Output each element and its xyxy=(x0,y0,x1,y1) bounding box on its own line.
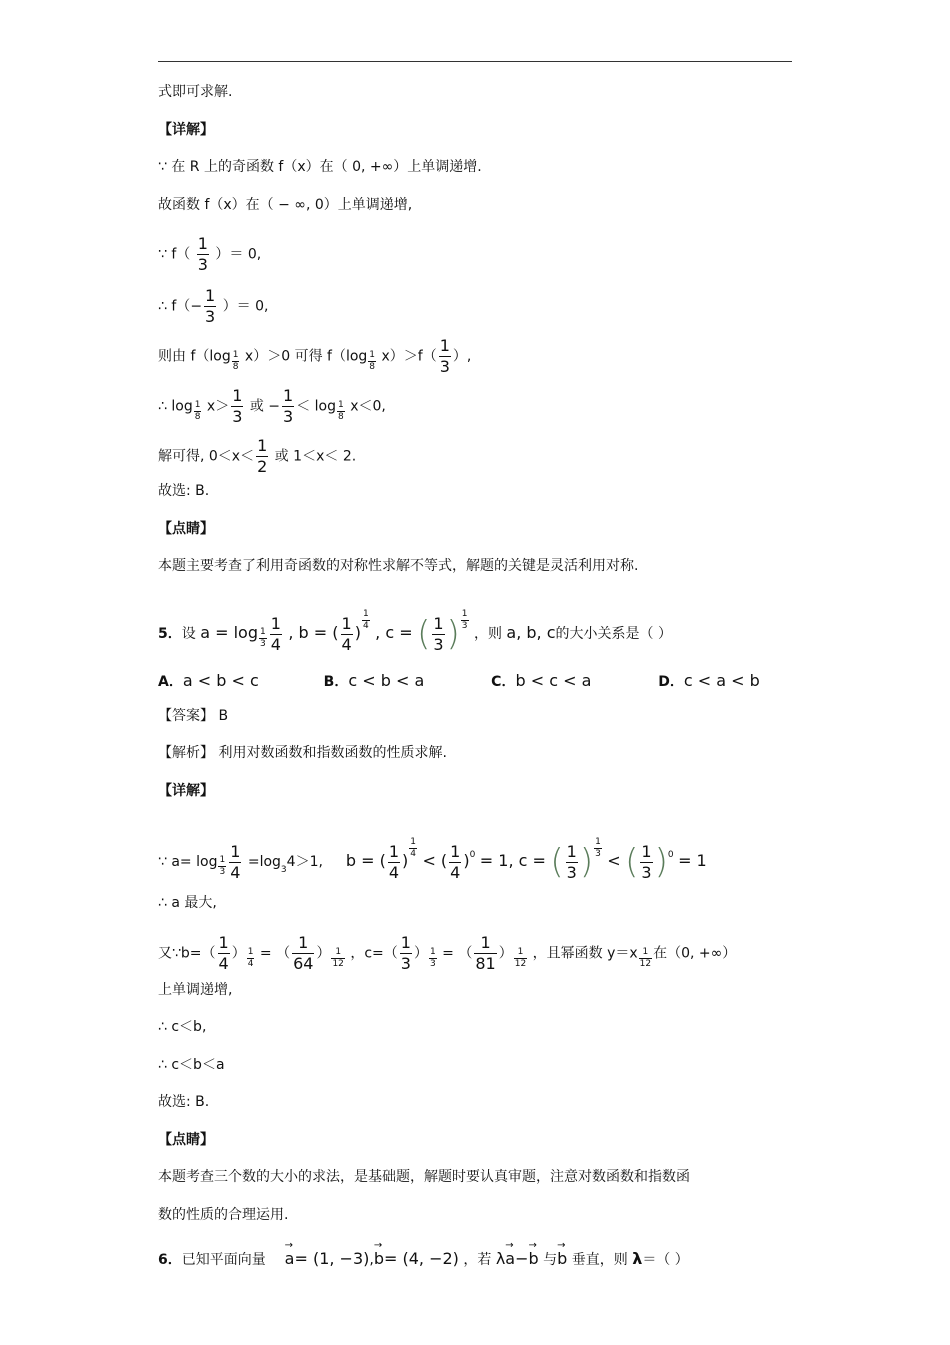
math-line: ∴ log $\frac{1}{8}$ x＞ $\frac{1}{3}$ 或 − $\frac{1}{3}$ ＜ log $\frac{1}{8}$ x＜0, xyxy=(158,386,386,426)
exponent-one-third: $\frac{1}{3}$ xyxy=(429,946,436,969)
section-heading-detail: 【详解】 xyxy=(158,783,214,799)
exponent-one-quarter: $\frac{1}{4}$ xyxy=(247,946,254,969)
answer-options: A．a < b < c B．c < b < a C．b < c < a D．c < a < b xyxy=(158,671,760,690)
vector-b: → b xyxy=(557,1249,567,1269)
exponent-one-twelfth: $\frac{1}{12}$ xyxy=(514,946,527,969)
fraction-one-sixtyfourth: $\frac{1}{64}$ xyxy=(293,933,314,973)
vector-a: → a xyxy=(285,1249,295,1269)
question-5: 5．设 a = log $\frac{1}{3}$ $\frac{1}{4}$ , b = ( $\frac{1}{4}$ ) $\frac{1}{4}$ , c = ( $\frac{1}{3}$ ) $\frac{1}{3}$ ，则 a, b, c的大小关系是（ ） xyxy=(158,609,672,654)
math-line: ∴ f（− $\frac{1}{3}$ ）＝ 0, xyxy=(158,286,269,326)
answer-line: 【答案】 B xyxy=(158,708,229,724)
text-line: 故函数 f（x）在（ − ∞, 0）上单调递增, xyxy=(158,197,413,213)
text-line: 本题考查三个数的大小的求法，是基础题，解题时要认真审题，注意对数函数和指数函 xyxy=(158,1169,690,1185)
fraction-one-eightyfirst: $\frac{1}{81}$ xyxy=(475,933,496,973)
log-base: $\frac{1}{8}$ xyxy=(369,349,376,372)
section-heading-comment: 【点睛】 xyxy=(158,521,214,537)
text-line: ∵ 在 R 上的奇函数 f（x）在（ 0, +∞）上单调递增. xyxy=(158,159,482,175)
vector-b: → b xyxy=(529,1249,539,1269)
analysis-line: 【解析】 利用对数函数和指数函数的性质求解. xyxy=(158,745,447,761)
math-line: ∵ f（ $\frac{1}{3}$ ）＝ 0, xyxy=(158,234,262,274)
option-d: c < a < b xyxy=(683,671,760,690)
text-line: 式即可求解. xyxy=(158,84,233,100)
text-line: 上单调递增, xyxy=(158,982,233,998)
fraction-one-third: $\frac{1}{3}$ xyxy=(205,286,216,326)
math-line: 又∵b=（ $\frac{1}{4}$ ） $\frac{1}{4}$ = （ $\frac{1}{64}$ ） $\frac{1}{12}$ ，c=（ $\frac{1}{3}$ ） $\frac{1}{3}$ = （ $\frac{1}{81}$ ） $\frac{1}{12}$ ，且幂函数 y＝x $\frac{1}{12}$ 在（0, +∞） xyxy=(158,933,737,973)
exponent-one-twelfth: $\frac{1}{12}$ xyxy=(639,946,652,969)
text-line: 数的性质的合理运用. xyxy=(158,1207,289,1223)
text-line: ∴ c＜b＜a xyxy=(158,1057,225,1073)
fraction-one-quarter: $\frac{1}{4}$ xyxy=(388,841,399,882)
fraction-one-third: $\frac{1}{3}$ xyxy=(197,234,208,274)
text-line: ∴ c＜b, xyxy=(158,1019,207,1035)
text-line: 故选: B. xyxy=(158,1094,210,1110)
option-b: c < b < a xyxy=(348,671,425,690)
math-line: 解可得, 0＜x＜ $\frac{1}{2}$ 或 1＜x＜ 2. xyxy=(158,436,357,476)
fraction-one-third: $\frac{1}{3}$ xyxy=(400,933,411,973)
fraction-one-third: $\frac{1}{3}$ xyxy=(433,613,444,654)
fraction-one-third: $\frac{1}{3}$ xyxy=(283,386,294,426)
text-line: 本题主要考查了利用奇函数的对称性求解不等式，解题的关键是灵活利用对称. xyxy=(158,558,639,574)
text-line: 故选: B. xyxy=(158,483,210,499)
section-heading-detail: 【详解】 xyxy=(158,122,214,138)
fraction-one-half: $\frac{1}{2}$ xyxy=(257,436,268,476)
fraction-one-quarter: $\frac{1}{4}$ xyxy=(341,613,352,654)
option-a: a < b < c xyxy=(182,671,259,690)
option-c: b < c < a xyxy=(515,671,592,690)
log-base: $\frac{1}{8}$ xyxy=(232,349,239,372)
exponent-one-third: $\frac{1}{3}$ xyxy=(595,837,601,859)
log-base: $\frac{1}{8}$ xyxy=(338,399,344,422)
fraction-one-third: $\frac{1}{3}$ xyxy=(566,841,577,882)
log-base: $\frac{1}{8}$ xyxy=(194,399,201,422)
math-line: ∵ a= log $\frac{1}{3}$ $\frac{1}{4}$ $=\log_34>1$, b = ( $\frac{1}{4}$ ) $\frac{1}{4}$ < ( $\frac{1}{4}$ )$^0$ = 1, c = ( $\frac{1}{3}$ ) $\frac{1}{3}$ < ( $\frac{1}{3}$ )$^0$ = 1 xyxy=(158,837,707,882)
vector-b: → b xyxy=(374,1249,384,1269)
exponent-one-third: $\frac{1}{3}$ xyxy=(461,609,468,631)
exponent-one-twelfth: $\frac{1}{12}$ xyxy=(332,946,344,969)
exponent-one-quarter: $\frac{1}{4}$ xyxy=(410,837,416,859)
vector-a: → a xyxy=(505,1249,515,1269)
fraction-one-quarter: $\frac{1}{4}$ xyxy=(230,841,241,882)
math-line: 则由 f（log $\frac{1}{8}$ x）＞0 可得 f（log $\frac{1}{8}$ x）＞f（ $\frac{1}{3}$ ）, xyxy=(158,336,472,376)
header-rule xyxy=(158,61,792,62)
log-base: $\frac{1}{3}$ xyxy=(259,627,266,649)
log-base: $\frac{1}{3}$ xyxy=(219,855,226,877)
fraction-one-quarter: $\frac{1}{4}$ xyxy=(270,613,281,654)
fraction-one-third: $\frac{1}{3}$ xyxy=(439,336,450,376)
fraction-one-quarter: $\frac{1}{4}$ xyxy=(450,841,461,882)
fraction-one-third: $\frac{1}{3}$ xyxy=(232,386,243,426)
fraction-one-third: $\frac{1}{3}$ xyxy=(641,841,652,882)
section-heading-comment: 【点睛】 xyxy=(158,1132,214,1148)
exponent-one-quarter: $\frac{1}{4}$ xyxy=(362,609,369,631)
question-6: 6．已知平面向量 → a= (1, −3),→ b= (4, −2) ，若 λ→ a−→ b 与→ b 垂直，则 λ＝（ ） xyxy=(158,1249,689,1270)
text-line: ∴ a 最大, xyxy=(158,895,217,911)
fraction-one-quarter: $\frac{1}{4}$ xyxy=(218,933,229,973)
